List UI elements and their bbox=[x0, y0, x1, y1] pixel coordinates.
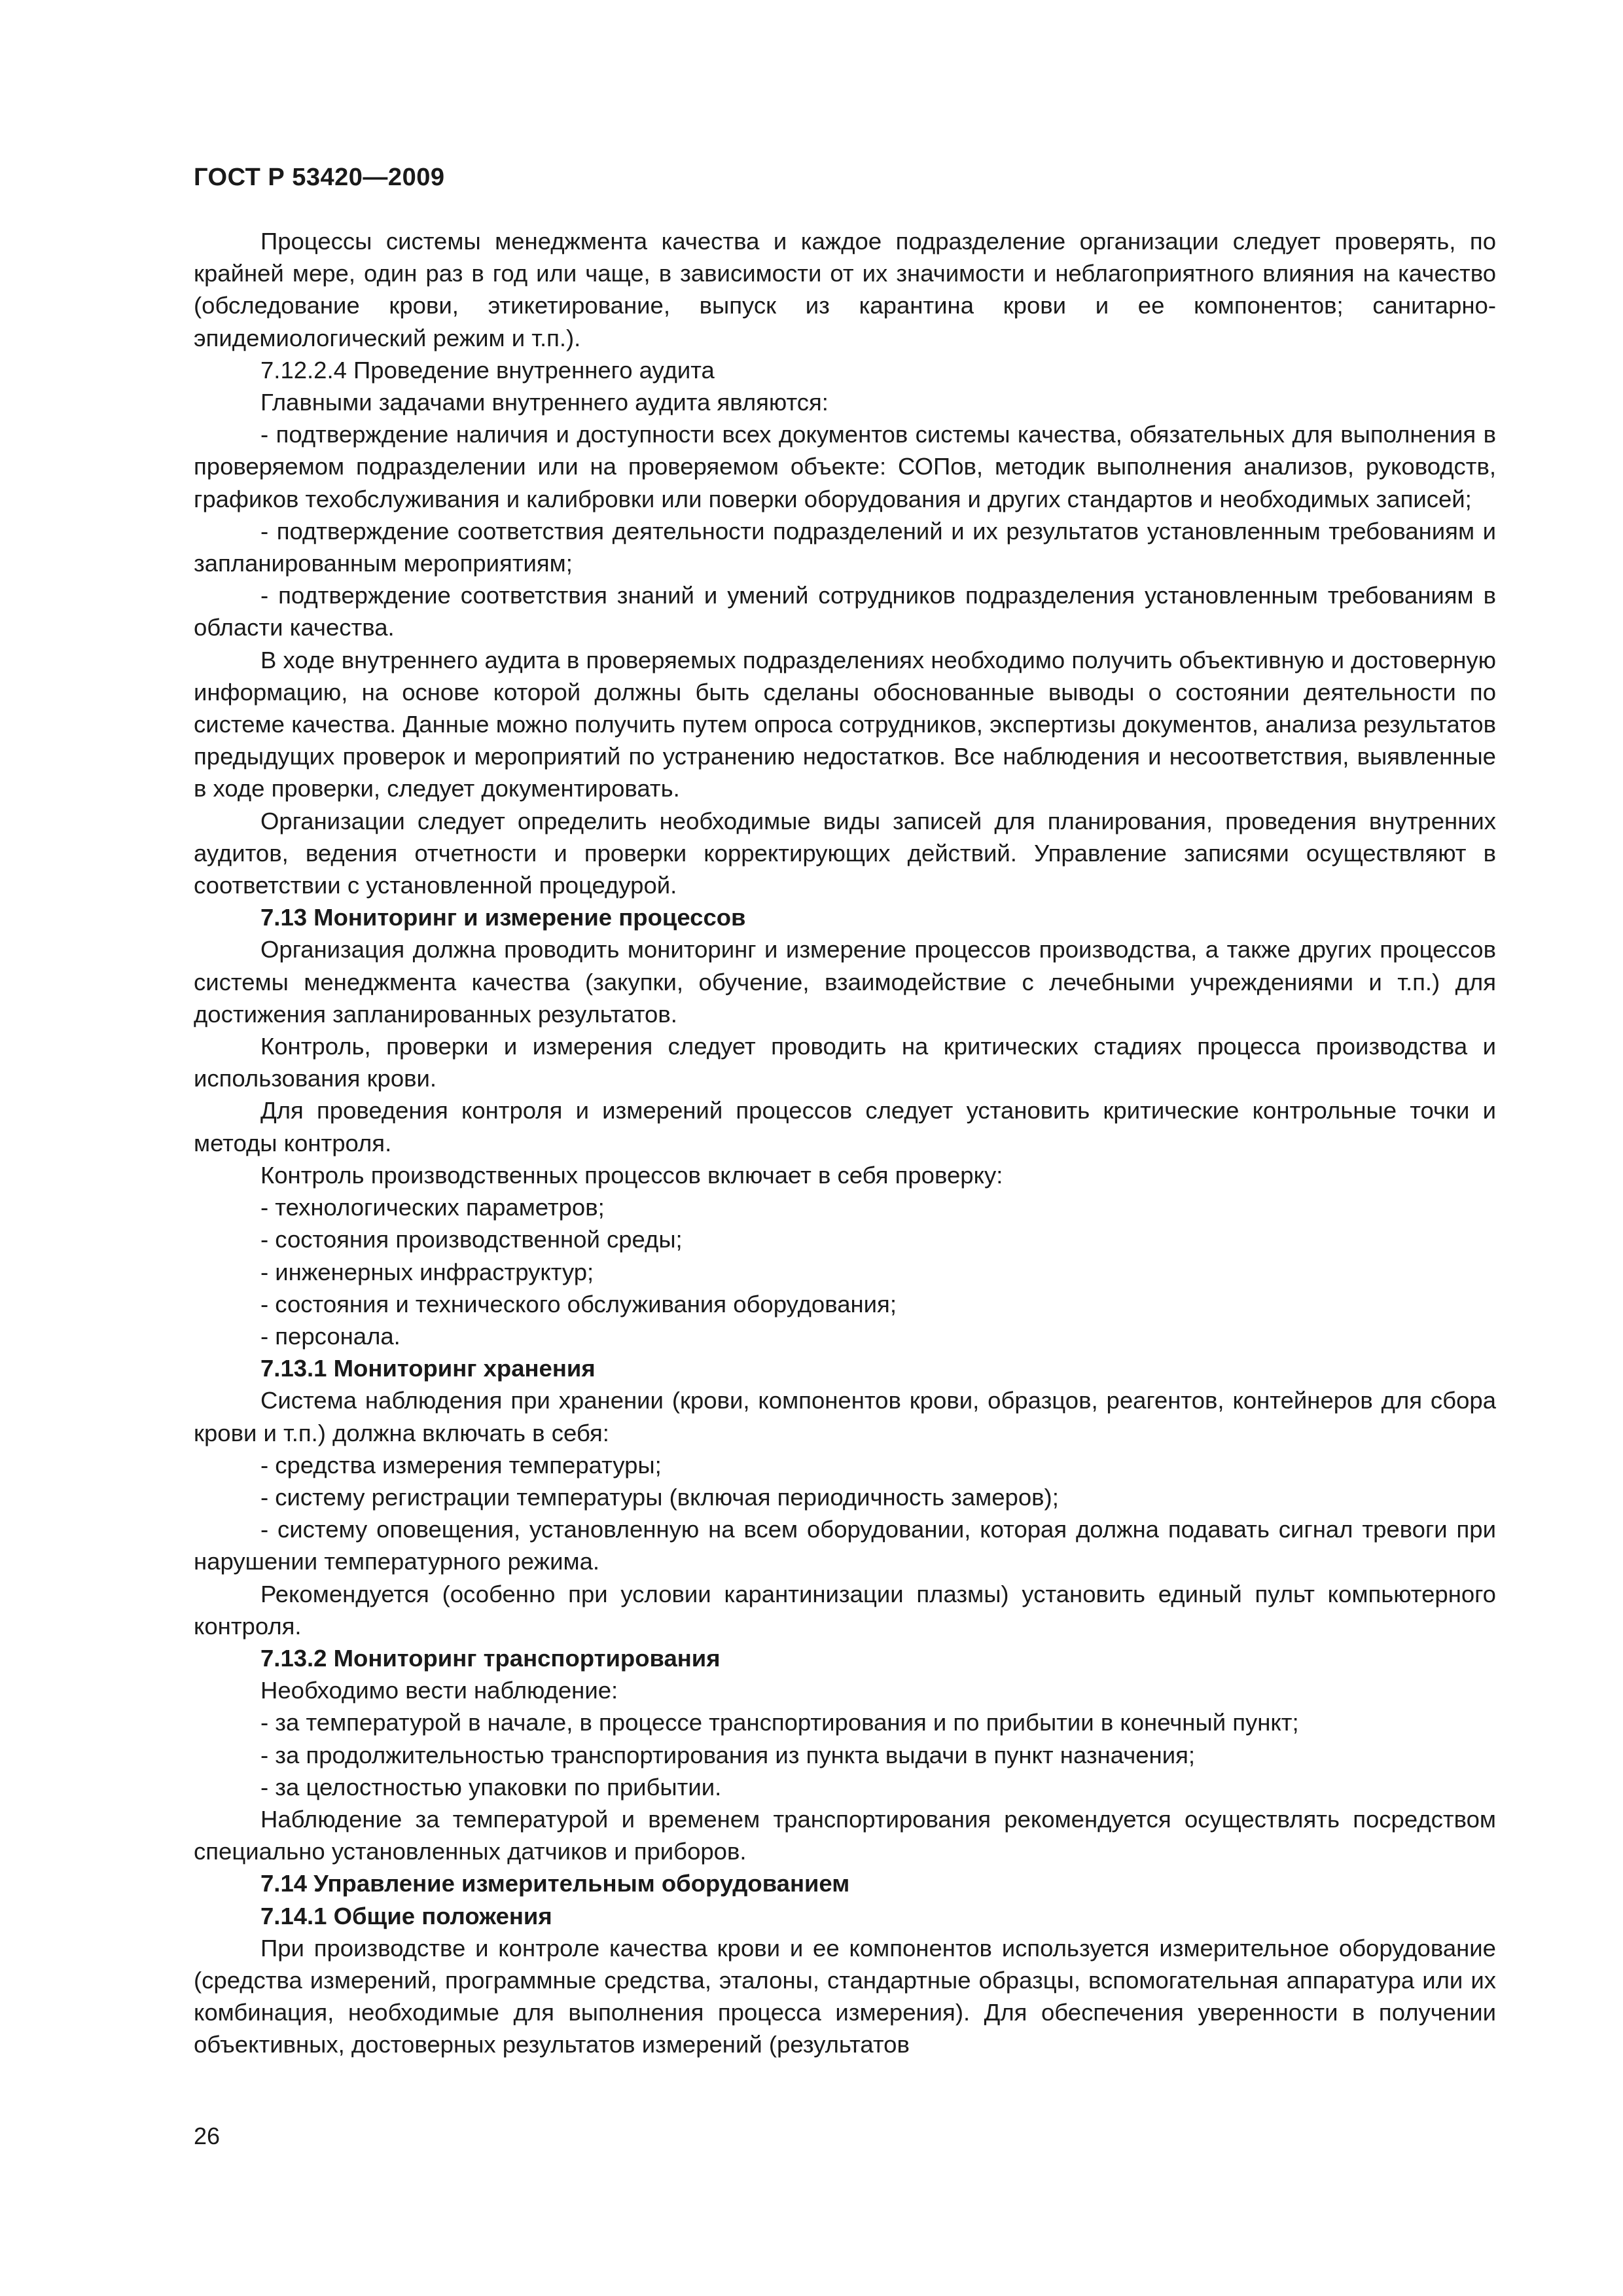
paragraph: 7.12.2.4 Проведение внутреннего аудита bbox=[260, 356, 715, 384]
paragraph: Организация должна проводить мониторинг и измерение процессов производства, а также других процессов системы менеджмента качества (закупки, обучение, взаимодействие с лечебными учреждениями и т.п.) для достижения запланированных результатов. bbox=[194, 936, 1496, 1028]
paragraph: Главными задачами внутреннего аудита являются: bbox=[260, 389, 829, 416]
paragraph: Контроль производственных процессов включает в себя проверку: bbox=[260, 1161, 1003, 1189]
document-body bbox=[194, 225, 1496, 2061]
section-heading: 7.14 Управление измерительным оборудованием bbox=[260, 1870, 850, 1897]
list-item: - за целостностью упаковки по прибытии. bbox=[260, 1773, 722, 1801]
page-number: 26 bbox=[194, 2123, 221, 2149]
list-item: - средства измерения температуры; bbox=[260, 1451, 662, 1479]
list-item: - технологических параметров; bbox=[260, 1194, 605, 1221]
subsection-heading: 7.13.1 Мониторинг хранения bbox=[260, 1355, 596, 1382]
paragraph: Для проведения контроля и измерений процессов следует установить критические контрольные точки и методы контроля. bbox=[194, 1097, 1496, 1157]
list-item: - за температурой в начале, в процессе транспортирования и по прибытии в конечный пункт; bbox=[260, 1709, 1299, 1736]
subsection-heading: 7.13.2 Мониторинг транспортирования bbox=[260, 1644, 721, 1672]
list-item: - состояния производственной среды; bbox=[260, 1226, 683, 1253]
paragraph: В ходе внутреннего аудита в проверяемых подразделениях необходимо получить объективную и достоверную информацию, на основе которой должны быть сделаны обоснованные выводы о состоянии деятельности по системе качества. Данные можно получить путем опроса сотрудников, экспертизы документов, анализа результатов предыдущих проверок и мероприятий по устранению недостатков. Все наблюдения и несоответствия, выявленные в ходе проверки, следует документировать. bbox=[194, 646, 1496, 802]
subsection-heading: 7.14.1 Общие положения bbox=[260, 1902, 552, 1929]
list-item: - подтверждение соответствия деятельности подразделений и их результатов установленным требованиям и запланированным мероприятиям; bbox=[194, 517, 1496, 577]
list-item: - систему оповещения, установленную на всем оборудовании, которая должна подавать сигнал тревоги при нарушении температурного режима. bbox=[194, 1516, 1496, 1575]
paragraph: Контроль, проверки и измерения следует проводить на критических стадиях процесса производства и использования крови. bbox=[194, 1033, 1496, 1092]
section-heading: 7.13 Мониторинг и измерение процессов bbox=[260, 904, 746, 931]
paragraph: При производстве и контроле качества крови и ее компонентов используется измерительное оборудование (средства измерений, программные средства, эталоны, стандартные образцы, вспомогательная аппаратура или их комбинация, необходимые для выполнения процесса измерения). Для обеспечения уверенности в получении объективных, достоверных результатов измерений (результатов bbox=[194, 1934, 1496, 2058]
list-item: - систему регистрации температуры (включая периодичность замеров); bbox=[260, 1483, 1059, 1511]
list-item: - подтверждение наличия и доступности всех документов системы качества, обязательных для выполнения в проверяемом подразделении или на проверяемом объекте: СОПов, методик выполнения анализов, руководств, графиков техобслуживания и калибровки или поверки оборудования и других стандартов и необходимых записей; bbox=[194, 421, 1496, 512]
document-header: ГОСТ Р 53420—2009 bbox=[194, 164, 445, 191]
list-item: - инженерных инфраструктур; bbox=[260, 1258, 594, 1285]
paragraph: Система наблюдения при хранении (крови, компонентов крови, образцов, реагентов, контейнеров для сбора крови и т.п.) должна включать в себя: bbox=[194, 1387, 1496, 1446]
paragraph: Процессы системы менеджмента качества и каждое подразделение организации следует проверять, по крайней мере, один раз в год или чаще, в зависимости от их значимости и неблагоприятного влияния на качество (обследование крови, этикетирование, выпуск из карантина крови и ее компонентов; санитарно-эпидемиологический режим и т.п.). bbox=[194, 228, 1496, 351]
paragraph: Необходимо вести наблюдение: bbox=[260, 1677, 618, 1704]
paragraph: Рекомендуется (особенно при условии карантинизации плазмы) установить единый пульт компьютерного контроля. bbox=[194, 1580, 1496, 1640]
list-item: - состояния и технического обслуживания оборудования; bbox=[260, 1290, 897, 1318]
paragraph: Наблюдение за температурой и временем транспортирования рекомендуется осуществлять посредством специально установленных датчиков и приборов. bbox=[194, 1805, 1496, 1865]
list-item: - за продолжительностью транспортирования из пункта выдачи в пункт назначения; bbox=[260, 1741, 1195, 1768]
list-item: - персонала. bbox=[260, 1322, 401, 1350]
paragraph: Организации следует определить необходимые виды записей для планирования, проведения внутренних аудитов, ведения отчетности и проверки корректирующих действий. Управление записями осуществляют в соответствии с установленной процедурой. bbox=[194, 807, 1496, 899]
list-item: - подтверждение соответствия знаний и умений сотрудников подразделения установленным требованиям в области качества. bbox=[194, 582, 1496, 641]
